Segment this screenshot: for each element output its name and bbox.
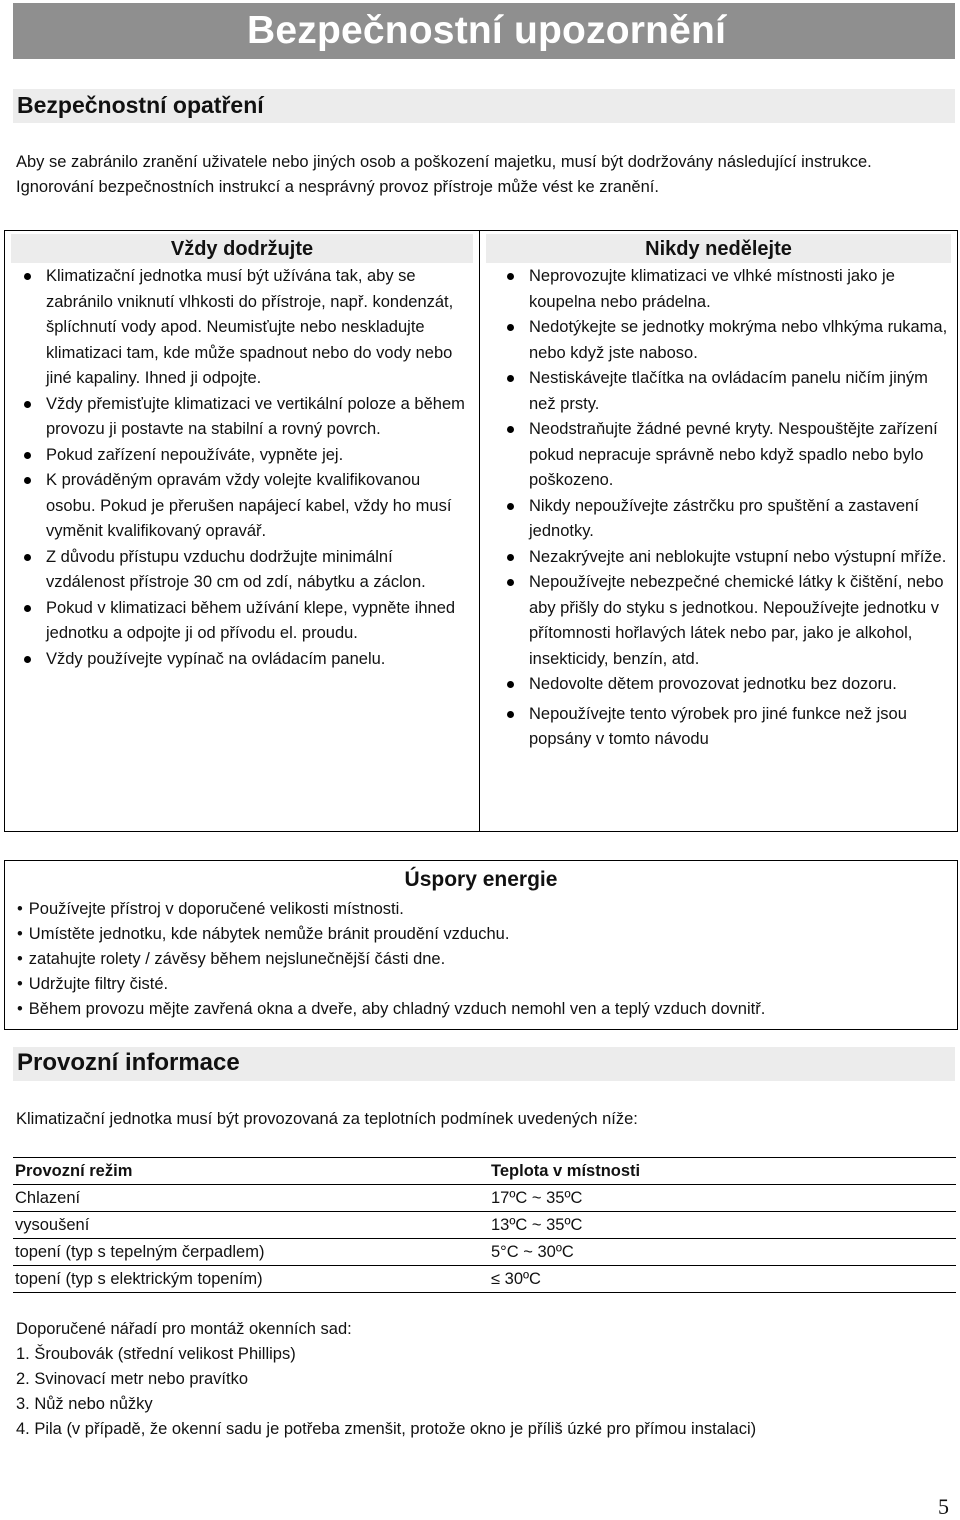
safety-table (4, 230, 958, 832)
table-header-row (13, 1158, 956, 1185)
list-item: Vždy používejte vypínač na ovládacím panelu. (46, 647, 474, 673)
list-item: Pokud v klimatizaci během užívání klepe, vypněte ihned jednotku a odpojte ji od přívodu el. proudu. (46, 596, 474, 647)
bullet: • (17, 900, 23, 918)
bullet: • (17, 975, 23, 993)
list-item (17, 972, 765, 997)
page-number: 5 (938, 1494, 949, 1519)
table-row (13, 1212, 956, 1239)
tools-section (16, 1317, 756, 1442)
table-cell-temp: 13ºC ~ 35ºC (489, 1212, 956, 1239)
list-item: 2. Svinovací metr nebo pravítko (16, 1370, 249, 1388)
never-column (480, 231, 957, 831)
list-item: Nikdy nepoužívejte zástrčku pro spuštění a zastavení jednotky. (529, 494, 949, 545)
list-item (17, 997, 765, 1022)
bullet: • (17, 1000, 23, 1018)
list-item: Z důvodu přístupu vzduchu dodržujte minimální vzdálenost přístroje 30 cm od zdí, nábytku a záclon. (46, 545, 474, 596)
table-cell-temp: ≤ 30ºC (489, 1266, 956, 1293)
list-item (17, 897, 765, 922)
list-item: Nedotýkejte se jednotky mokrýma nebo vlhkýma rukama, nebo když jste naboso. (529, 315, 949, 366)
list-item: 3. Nůž nebo nůžky (16, 1395, 153, 1413)
list-item: Neodstraňujte žádné pevné kryty. Nespouštějte zařízení pokud nepracuje správně nebo když spadlo nebo bylo poškozeno. (529, 417, 949, 494)
table-cell-mode: Chlazení (13, 1185, 489, 1212)
column-header-temp: Teplota v místnosti (489, 1158, 956, 1185)
list-item (17, 922, 765, 947)
bullet: • (17, 925, 23, 943)
column-header-mode: Provozní režim (13, 1158, 489, 1185)
list-item: 1. Šroubovák (střední velikost Phillips) (16, 1345, 296, 1363)
list-item: Nepoužívejte tento výrobek pro jiné funkce než jsou popsány v tomto návodu (529, 702, 949, 753)
list-item: Nepoužívejte nebezpečné chemické látky k čištění, nebo aby přišly do styku s jednotkou. Nepoužívejte jednotku v přítomnosti hořlavých látek nebo par, jako je alkohol, insekticidy, benzín, atd. (529, 570, 949, 672)
table-cell-temp: 17ºC ~ 35ºC (489, 1185, 956, 1212)
list-item-text: Používejte přístroj v doporučené velikosti místnosti. (28, 900, 404, 918)
energy-saving-box (4, 860, 958, 1030)
operating-heading-bar (13, 1047, 955, 1081)
always-list (46, 264, 474, 672)
list-item: Vždy přemisťujte klimatizaci ve vertikální poloze a během provozu ji postavte na stabilní a rovný povrch. (46, 392, 474, 443)
list-item: 4. Pila (v případě, že okenní sadu je potřeba zmenšit, protože okno je příliš úzké pro přímou instalaci) (16, 1420, 757, 1438)
always-column (5, 231, 480, 831)
list-item: Klimatizační jednotka musí být užívána tak, aby se zabránilo vniknutí vlhkosti do přístroje, např. kondenzát, šplíchnutí vody apod. Neumisťujte nebo neskladujte klimatizaci tam, kde může spadnout nebo do vody nebo jiné kapaliny. Ihned ji odpojte. (46, 264, 474, 392)
list-item-text: zatahujte rolety / závěsy během nejslunečnější části dne. (28, 950, 446, 968)
table-cell-mode: vysoušení (13, 1212, 489, 1239)
precautions-intro: Aby se zabránilo zranění uživatele nebo jiných osob a poškození majetku, musí být dodržovány následující instrukce. Ignorování bezpečnostních instrukcí a nesprávný provoz přístroje může vést ke zranění. (16, 153, 872, 196)
list-item (17, 947, 765, 972)
energy-heading: Úspory energie (404, 868, 558, 891)
table-cell-mode: topení (typ s tepelným čerpadlem) (13, 1239, 489, 1266)
list-item: Nezakrývejte ani neblokujte vstupní nebo výstupní mříže. (529, 545, 949, 571)
list-item-text: Během provozu mějte zavřená okna a dveře, aby chladný vzduch nemohl ven a teplý vzduch dovnitř. (28, 1000, 766, 1018)
list-item-text: Umístěte jednotku, kde nábytek nemůže bránit proudění vzduchu. (28, 925, 510, 943)
precautions-heading: Bezpečnostní opatření (17, 92, 264, 118)
precautions-heading-bar (13, 89, 955, 123)
list-item: Nestiskávejte tlačítka na ovládacím panelu ničím jiným než prsty. (529, 366, 949, 417)
never-heading: Nikdy nedělejte (486, 234, 951, 263)
operating-intro: Klimatizační jednotka musí být provozovaná za teplotních podmínek uvedených níže: (16, 1110, 638, 1128)
table-cell-mode: topení (typ s elektrickým topením) (13, 1266, 489, 1293)
list-item: Nedovolte dětem provozovat jednotku bez dozoru. (529, 672, 949, 698)
bullet: • (17, 950, 23, 968)
never-list (529, 264, 949, 753)
table-cell-temp: 5°C ~ 30ºC (489, 1239, 956, 1266)
list-item-text: Udržujte filtry čisté. (28, 975, 169, 993)
energy-list (17, 897, 765, 1022)
page-title: Bezpečnostní upozornění (247, 9, 727, 52)
title-bar (13, 3, 955, 59)
operating-table (13, 1157, 956, 1293)
list-item: K prováděným opravám vždy volejte kvalifikovanou osobu. Pokud je přerušen napájecí kabel, vždy ho musí vyměnit kvalifikovaný opravář. (46, 468, 474, 545)
list-item: Pokud zařízení nepoužíváte, vypněte jej. (46, 443, 474, 469)
table-row (13, 1266, 956, 1293)
always-heading: Vždy dodržujte (11, 234, 473, 263)
operating-heading: Provozní informace (17, 1049, 240, 1076)
table-row (13, 1185, 956, 1212)
list-item: Neprovozujte klimatizaci ve vlhké místnosti jako je koupelna nebo prádelna. (529, 264, 949, 315)
table-row (13, 1239, 956, 1266)
tools-heading: Doporučené nářadí pro montáž okenních sad: (16, 1320, 352, 1338)
